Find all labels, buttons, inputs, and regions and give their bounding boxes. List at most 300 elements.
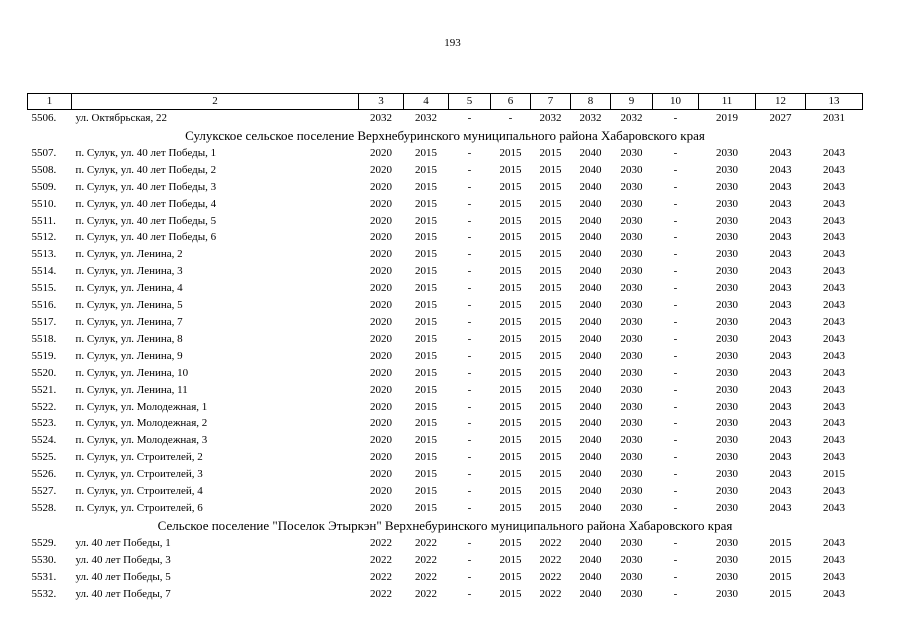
year-cell: 2043 [769,197,792,210]
year-cell: 2043 [769,501,792,514]
section-heading-row [28,517,863,535]
year-cell: - [467,553,472,566]
year-cell: 2040 [579,265,602,278]
year-cell: 2043 [823,315,845,328]
year-cell: - [467,501,472,514]
year-cell: 2015 [539,332,562,345]
year-cell: 2015 [415,349,437,362]
year-cell: 2022 [415,587,437,600]
address-cell: п. Сулук, ул. Строителей, 2 [75,451,203,464]
year-cell: 2030 [620,231,643,244]
address-cell: п. Сулук, ул. Строителей, 6 [75,501,203,514]
year-cell: 2030 [620,248,643,261]
year-cell: 2020 [370,248,392,261]
year-cell: 2020 [370,400,392,413]
year-cell: - [467,451,472,464]
address-cell: п. Сулук, ул. 40 лет Победы, 2 [75,163,217,176]
year-cell: - [467,536,472,549]
year-cell: 2040 [579,501,602,514]
year-cell: - [673,417,678,430]
row-number: 5520. [31,366,57,379]
year-cell: 2030 [620,349,643,362]
year-cell: 2015 [539,315,562,328]
year-cell: 2030 [716,536,738,549]
year-cell: 2043 [823,214,845,227]
year-cell: 2015 [415,315,437,328]
year-cell: - [467,248,472,261]
year-cell: 2043 [769,332,792,345]
year-cell: 2043 [769,468,792,481]
address-cell: п. Сулук, ул. Строителей, 4 [75,485,203,498]
year-cell: 2015 [415,417,437,430]
year-cell: - [673,349,678,362]
year-cell: 2030 [716,434,738,447]
year-cell: 2040 [579,332,602,345]
year-cell: 2022 [370,536,392,549]
year-cell: 2030 [716,383,738,396]
year-cell: 2043 [823,501,845,514]
year-cell: 2030 [716,451,738,464]
year-cell: 2015 [415,299,437,312]
year-cell: 2043 [823,349,845,362]
year-cell: 2020 [370,383,392,396]
column-number-cell: 3 [359,94,404,110]
table-row [28,552,863,569]
year-cell: 2043 [823,197,845,210]
address-cell: п. Сулук, ул. Ленина, 5 [75,299,183,312]
year-cell: 2040 [579,146,602,159]
year-cell: 2040 [579,400,602,413]
year-cell: 2043 [823,536,845,549]
year-cell: - [467,366,472,379]
year-cell: 2020 [370,332,392,345]
year-cell: - [467,349,472,362]
year-cell: 2040 [579,315,602,328]
year-cell: 2015 [539,383,562,396]
year-cell: 2015 [823,468,845,481]
year-cell: - [467,112,472,124]
year-cell: 2015 [539,248,562,261]
address-cell: п. Сулук, ул. Ленина, 9 [75,349,183,362]
year-cell: 2040 [579,248,602,261]
year-cell: 2015 [499,366,522,379]
row-number: 5529. [31,536,57,549]
year-cell: 2030 [620,383,643,396]
year-cell: 2027 [769,112,792,124]
row-number: 5518. [31,332,57,345]
year-cell: 2030 [716,231,738,244]
year-cell: 2015 [499,417,522,430]
table-row [28,415,863,432]
year-cell: 2015 [499,282,522,295]
year-cell: - [673,332,678,345]
year-cell: 2043 [769,451,792,464]
row-number: 5511. [31,214,56,227]
year-cell: 2022 [415,570,437,583]
table-row [28,586,863,603]
column-number-cell: 8 [571,94,611,110]
year-cell: 2015 [499,383,522,396]
year-cell: - [673,265,678,278]
year-cell: 2015 [499,501,522,514]
year-cell: 2032 [620,112,643,124]
address-cell: п. Сулук, ул. Ленина, 11 [75,383,188,396]
table-row [28,145,863,162]
year-cell: - [673,536,678,549]
year-cell: 2040 [579,451,602,464]
year-cell: 2030 [716,349,738,362]
year-cell: 2043 [769,231,792,244]
year-cell: 2030 [620,501,643,514]
year-cell: 2040 [579,366,602,379]
row-number: 5509. [31,180,57,193]
column-number-cell: 9 [611,94,653,110]
table-row [28,399,863,416]
row-number: 5528. [31,501,57,514]
year-cell: - [467,163,472,176]
address-cell: п. Сулук, ул. 40 лет Победы, 5 [75,214,217,227]
row-number: 5532. [31,587,57,600]
year-cell: 2043 [823,248,845,261]
year-cell: 2030 [716,468,738,481]
table-row [28,110,863,127]
year-cell: - [673,553,678,566]
year-cell: 2030 [620,180,643,193]
year-cell: 2030 [620,468,643,481]
year-cell: 2015 [415,163,437,176]
address-cell: ул. Октябрьская, 22 [75,112,167,124]
row-number: 5527. [31,485,57,498]
year-cell: 2040 [579,231,602,244]
address-cell: п. Сулук, ул. Ленина, 2 [75,248,183,261]
year-cell: 2030 [620,485,643,498]
address-cell: ул. 40 лет Победы, 5 [75,570,171,583]
year-cell: 2022 [415,553,437,566]
year-cell: 2020 [370,451,392,464]
year-cell: 2030 [620,299,643,312]
year-cell: 2015 [499,400,522,413]
year-cell: 2015 [499,180,522,193]
year-cell: 2040 [579,570,602,583]
row-number: 5510. [31,197,57,210]
table-row [28,331,863,348]
year-cell: 2020 [370,282,392,295]
year-cell: 2043 [769,214,792,227]
year-cell: 2020 [370,214,392,227]
year-cell: 2030 [716,315,738,328]
year-cell: 2015 [499,553,522,566]
row-number: 5506. [31,112,57,124]
year-cell: - [508,112,513,124]
year-cell: 2020 [370,349,392,362]
year-cell: 2030 [620,434,643,447]
table-row [28,483,863,500]
year-cell: - [467,146,472,159]
year-cell: 2030 [620,400,643,413]
year-cell: 2043 [769,282,792,295]
year-cell: - [467,383,472,396]
year-cell: 2043 [823,417,845,430]
column-number-cell: 2 [72,94,359,110]
year-cell: - [467,265,472,278]
year-cell: 2020 [370,366,392,379]
year-cell: 2020 [370,417,392,430]
year-cell: 2040 [579,349,602,362]
year-cell: 2040 [579,587,602,600]
year-cell: 2020 [370,197,392,210]
year-cell: 2015 [499,349,522,362]
year-cell: 2015 [539,282,562,295]
row-number: 5515. [31,282,57,295]
year-cell: 2030 [716,248,738,261]
year-cell: 2030 [716,163,738,176]
address-cell: п. Сулук, ул. Молодежная, 3 [75,434,208,447]
year-cell: 2043 [769,315,792,328]
year-cell: - [467,417,472,430]
year-cell: 2043 [823,485,845,498]
year-cell: 2015 [539,400,562,413]
row-number: 5514. [31,265,57,278]
year-cell: 2015 [499,231,522,244]
year-cell: 2015 [539,485,562,498]
year-cell: 2015 [415,248,437,261]
year-cell: 2015 [499,587,522,600]
year-cell: 2015 [499,434,522,447]
year-cell: 2043 [823,163,845,176]
year-cell: 2022 [370,553,392,566]
year-cell: 2030 [716,366,738,379]
column-number-row [28,94,863,110]
year-cell: - [467,570,472,583]
year-cell: 2015 [415,180,437,193]
year-cell: - [673,163,678,176]
year-cell: 2043 [769,299,792,312]
year-cell: 2043 [823,332,845,345]
year-cell: 2040 [579,468,602,481]
section-heading-row [28,127,863,145]
year-cell: 2030 [620,315,643,328]
year-cell: 2030 [620,282,643,295]
year-cell: - [673,501,678,514]
address-cell: п. Сулук, ул. Строителей, 3 [75,468,203,481]
address-cell: п. Сулук, ул. Ленина, 4 [75,282,183,295]
year-cell: 2043 [769,383,792,396]
year-cell: 2030 [716,485,738,498]
year-cell: 2015 [499,315,522,328]
year-cell: 2043 [769,366,792,379]
year-cell: - [673,400,678,413]
table-row [28,314,863,331]
year-cell: 2020 [370,485,392,498]
table-row [28,246,863,263]
year-cell: 2020 [370,163,392,176]
row-number: 5512. [31,231,57,244]
address-cell: ул. 40 лет Победы, 3 [75,553,171,566]
row-number: 5517. [31,315,57,328]
year-cell: 2020 [370,315,392,328]
year-cell: 2015 [499,214,522,227]
year-cell: 2015 [539,451,562,464]
address-cell: п. Сулук, ул. Молодежная, 2 [75,417,208,430]
year-cell: 2043 [823,553,845,566]
table-row [28,535,863,552]
year-cell: 2020 [370,265,392,278]
year-cell: 2015 [415,383,437,396]
year-cell: 2015 [769,553,792,566]
table-row [28,213,863,230]
year-cell: 2020 [370,434,392,447]
year-cell: 2043 [769,417,792,430]
year-cell: - [467,282,472,295]
year-cell: 2015 [539,231,562,244]
year-cell: - [673,180,678,193]
year-cell: 2030 [716,553,738,566]
year-cell: 2015 [415,332,437,345]
year-cell: 2040 [579,417,602,430]
year-cell: - [673,146,678,159]
address-cell: ул. 40 лет Победы, 7 [75,587,171,600]
year-cell: 2015 [499,451,522,464]
year-cell: 2030 [716,214,738,227]
year-cell: 2030 [620,553,643,566]
address-cell: п. Сулук, ул. Ленина, 10 [75,366,189,379]
column-number-cell: 1 [28,94,72,110]
year-cell: 2040 [579,299,602,312]
address-cell: п. Сулук, ул. 40 лет Победы, 6 [75,231,217,244]
year-cell: 2015 [499,146,522,159]
column-number-cell: 4 [404,94,449,110]
year-cell: 2015 [499,163,522,176]
year-cell: 2031 [823,112,845,124]
year-cell: 2043 [823,451,845,464]
column-number-cell: 12 [756,94,806,110]
register-table [27,93,863,602]
year-cell: 2040 [579,553,602,566]
year-cell: 2015 [539,265,562,278]
year-cell: 2040 [579,214,602,227]
year-cell: 2015 [539,163,562,176]
year-cell: 2015 [499,468,522,481]
year-cell: 2043 [823,383,845,396]
year-cell: 2030 [716,180,738,193]
year-cell: 2040 [579,434,602,447]
table-row [28,365,863,382]
year-cell: 2043 [769,434,792,447]
year-cell: 2040 [579,282,602,295]
year-cell: 2030 [716,332,738,345]
table-row [28,297,863,314]
year-cell: - [467,299,472,312]
year-cell: 2043 [769,146,792,159]
year-cell: 2043 [769,485,792,498]
year-cell: 2015 [415,146,437,159]
year-cell: - [467,231,472,244]
year-cell: 2043 [823,570,845,583]
year-cell: 2020 [370,180,392,193]
table-row [28,179,863,196]
year-cell: - [673,214,678,227]
year-cell: 2030 [716,197,738,210]
column-number-cell: 7 [531,94,571,110]
year-cell: 2022 [539,587,562,600]
column-number-cell: 13 [806,94,863,110]
year-cell: 2015 [499,265,522,278]
year-cell: 2015 [539,468,562,481]
year-cell: 2043 [769,265,792,278]
year-cell: - [673,197,678,210]
year-cell: 2030 [620,163,643,176]
table-row [28,263,863,280]
year-cell: 2040 [579,197,602,210]
year-cell: 2043 [823,282,845,295]
year-cell: 2043 [823,180,845,193]
address-cell: п. Сулук, ул. Ленина, 8 [75,332,183,345]
year-cell: 2030 [620,332,643,345]
table-row [28,348,863,365]
row-number: 5507. [31,146,57,159]
year-cell: 2040 [579,536,602,549]
year-cell: 2043 [769,163,792,176]
year-cell: 2030 [716,400,738,413]
year-cell: 2015 [539,434,562,447]
year-cell: 2030 [716,282,738,295]
address-cell: п. Сулук, ул. Ленина, 7 [75,315,183,328]
year-cell: - [673,299,678,312]
table-row [28,449,863,466]
year-cell: 2032 [539,112,562,124]
table-row [28,162,863,179]
year-cell: - [673,366,678,379]
section-heading: Сельское поселение "Поселок Этыркэн" Верхнебуринского муниципального района Хабаровского края [157,517,733,533]
year-cell: 2043 [769,180,792,193]
year-cell: 2043 [823,265,845,278]
year-cell: 2030 [620,146,643,159]
table-row [28,466,863,483]
row-number: 5516. [31,299,57,312]
address-cell: п. Сулук, ул. 40 лет Победы, 4 [75,197,217,210]
year-cell: 2043 [823,587,845,600]
year-cell: 2030 [620,570,643,583]
year-cell: 2043 [823,146,845,159]
year-cell: - [673,248,678,261]
row-number: 5526. [31,468,57,481]
row-number: 5508. [31,163,57,176]
year-cell: 2043 [769,248,792,261]
column-number-cell: 6 [491,94,531,110]
year-cell: 2015 [539,349,562,362]
year-cell: 2015 [415,214,437,227]
year-cell: 2030 [620,451,643,464]
year-cell: 2015 [415,434,437,447]
table-row [28,229,863,246]
year-cell: 2015 [539,366,562,379]
year-cell: 2020 [370,299,392,312]
year-cell: - [467,180,472,193]
table-row [28,280,863,297]
year-cell: - [673,434,678,447]
year-cell: 2015 [539,214,562,227]
column-number-cell: 5 [449,94,491,110]
year-cell: 2022 [415,536,437,549]
year-cell: - [467,587,472,600]
year-cell: 2030 [620,265,643,278]
table-row [28,432,863,449]
year-cell: 2043 [823,400,845,413]
year-cell: - [673,451,678,464]
year-cell: 2030 [716,587,738,600]
year-cell: 2015 [769,570,792,583]
year-cell: - [673,231,678,244]
